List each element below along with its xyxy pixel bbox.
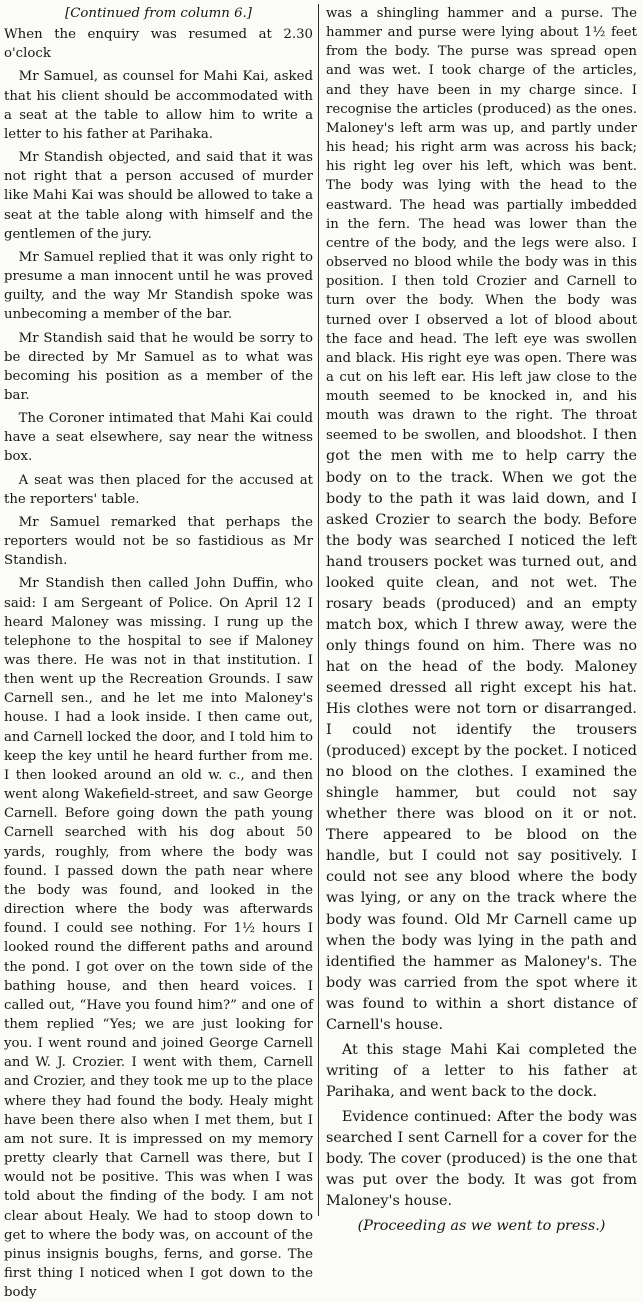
paragraph: Mr Standish said that he would be sorry to be directed by Mr Samuel as to what was becoming his position as a member of the bar. <box>4 330 313 403</box>
paragraph: Mr Standish objected, and said that it was not right that a person accused of murder like Mahi Kai was should be allowed to take a seat at the table along with himself and the gentlemen of the jury. <box>4 150 313 242</box>
upper-text: was a shingling hammer and a purse. The hammer and purse were lying about 1½ feet from the body. The purse was spread open and was wet. I took charge of the articles, and they have been in my charge since. I recognise the articles (produced) as the ones. Maloney's left arm was up, and partly under his head; his right arm was across his back; his right leg over his left, which was bent. The body was lying with the head to the eastward. The head was partially imbedded in the fern. The head was lower than the centre of the body, and the legs were also. I observed no blood while the body was in this position. I then told Crozier and Carnell to turn over the body. When the body was turned over I observed a lot of blood about the face and head. The left eye was swollen and black. His right eye was open. There was a cut on his left ear. His left jaw close to the mouth seemed to be knocked in, and his mouth was drawn to the right. The throat seemed to be swollen, and bloodshot. <box>326 6 637 444</box>
paragraph: Mr Standish then called John Duffin, who said: I am Sergeant of Police. On April 12 I heard Maloney was missing. I rung up the telephone to the hospital to see if Maloney was there. He was not in that institution. I then went up the Recreation Grounds. I saw Carnell sen., and he let me into Maloney's house. I had a look inside. I then came out, and Carnell locked the door, and I told him to keep the key until he heard further from me. I then looked around an old w. c., and then went along Wakefield-street, and saw George Carnell. Before going down the path young Carnell searched with his dog about 50 yards, roughly, from where the body was found. I passed down the path near where the body was found, and looked in the direction where the body was afterwards found. I could see nothing. For 1½ hours I looked round the different paths and around the pond. I got over on the town side of the bathing house, and then heard voices. I called out, “Have you found him?” and one of them replied “Yes; we are just looking for you. I went round and joined George Carnell and W. J. Crozier. I went with them, Carnell and Crozier, and they took me up to the place where they had found the body. Healy might have been there also when I met them, but I am not sure. It is impressed on my memory pretty clearly that Carnell was there, but I would not be positive. This was when I was told about the finding of the body. I am not clear about Healy. We had to stoop down to get to where the body was, on account of the pinus insignis boughs, ferns, and gorse. The first thing I noticed when I got down to the body <box>4 576 313 1301</box>
continued-header: [Continued from column 6.] <box>65 6 252 21</box>
paragraph-continuation <box>326 4 637 1036</box>
paragraph: A seat was then placed for the accused at the reporters' table. <box>4 472 313 507</box>
paragraph: At this stage Mahi Kai completed the writing of a letter to his father at Parihaka, and went back to the dock. <box>326 1041 637 1100</box>
paragraph: Mr Samuel replied that it was only right to presume a man innocent until he was proved guilty, and the way Mr Standish spoke was unbecoming a member of the bar. <box>4 249 313 323</box>
signoff: (Proceeding as we went to press.) <box>357 1218 606 1235</box>
left-column <box>4 4 313 1302</box>
right-column <box>326 4 637 1237</box>
paragraph: The Coroner intimated that Mahi Kai could have a seat elsewhere, say near the witness box. <box>4 411 313 465</box>
column-divider <box>318 4 319 1216</box>
paragraph: Evidence continued: After the body was searched I sent Carnell for a cover for the body. The cover (produced) is the one that was put over the body. It was got from Maloney's house. <box>326 1108 637 1210</box>
paragraph: Mr Samuel remarked that perhaps the reporters would not be so fastidious as Mr Standish. <box>4 514 313 569</box>
lower-text: I then got the men with me to help carry the body on to the track. When we got the body to the path it was laid down, and I asked Crozier to search the body. Before the body was searched I noticed the left hand trousers pocket was turned out, and looked quite clean, and not wet. The rosary beads (produced) and an empty match box, which I threw away, were the only things found on him. There was no hat on the head of the body. Maloney seemed dressed all right except his hat. His clothes were not torn or disarranged. I could not identify the trousers (produced) except by the pocket. I noticed no blood on the clothes. I examined the shingle hammer, but could not say whether there was blood on it or not. There appeared to be blood on the handle, but I could not say positively. I could not see any blood where the body was lying, or any on the track where the body was found. Old Mr Carnell came up when the body was lying in the path and identified the hammer as Maloney's. The body was carried from the spot where it was found to within a short distance of Carnell's house. <box>326 427 637 1033</box>
paragraph: When the enquiry was resumed at 2.30 o'clock <box>4 27 313 62</box>
paragraph: Mr Samuel, as counsel for Mahi Kai, asked that his client should be accommodated with a seat at the table to allow him to write a letter to his father at Parihaka. <box>4 69 313 142</box>
